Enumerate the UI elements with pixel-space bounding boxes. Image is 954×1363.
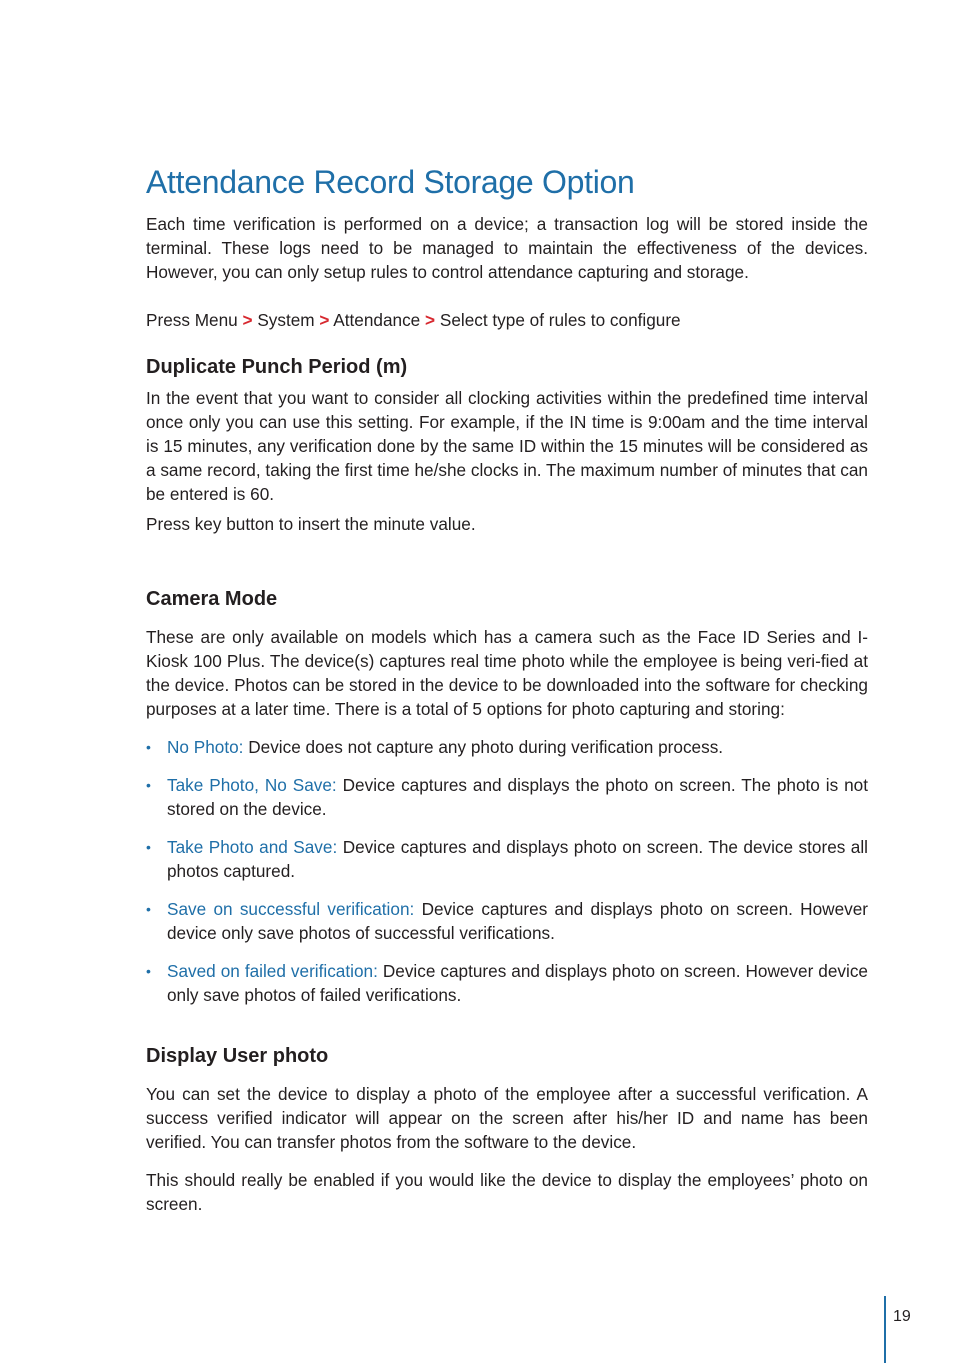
option-description: Device does not capture any photo during verification process.	[248, 737, 724, 757]
display-user-photo-body: You can set the device to display a photo of the employee after a successful verification. A success verified indicator will appear on the screen after his/her ID and name has been verified. You can transfer photos from the software to the device.	[146, 1084, 868, 1152]
page-title: Attendance Record Storage Option	[146, 164, 635, 200]
list-item	[146, 959, 868, 1007]
option-description: Device captures and displays photo on screen. The device stores all photos captured.	[167, 837, 868, 881]
list-item	[146, 773, 868, 821]
display-user-photo-heading: Display User photo	[146, 1045, 329, 1067]
duplicate-punch-body: In the event that you want to consider all clocking activities within the predefined time interval once only you can use this setting. For example, if the IN time is 9:00am and the time interval is 15 minutes, any verification done by the same ID within the 15 minutes will be considered as a same record, taking the first time he/she clocks in. The maximum number of minutes that can be entered is 60.	[146, 388, 868, 504]
option-name: Save on successful verification:	[167, 899, 415, 919]
bullet-icon: •	[146, 901, 151, 917]
menu-path-prefix: Press Menu	[146, 310, 238, 330]
bullet-icon: •	[146, 777, 151, 793]
menu-path-separator: >	[319, 310, 330, 330]
intro-paragraph: Each time verification is performed on a device; a transaction log will be stored inside the terminal. These logs need to be managed to maintain the effectiveness of the devices. However, you can only setup rules to control attendance capturing and storage.	[146, 214, 868, 282]
list-item	[146, 897, 868, 945]
camera-mode-body: These are only available on models which has a camera such as the Face ID Series and I-Kiosk 100 Plus. The device(s) captures real time photo while the employee is being veri-fied at the device. Photos can be stored in the device to be downloaded into the software for checking purposes at a later time. There is a total of 5 options for photo capturing and storing:	[146, 627, 868, 719]
menu-path	[146, 308, 868, 332]
option-description: Device captures and displays photo on screen. However device only save photos of failed verifications.	[167, 961, 868, 1005]
list-item	[146, 735, 868, 759]
duplicate-punch-note: Press key button to insert the minute value.	[146, 514, 476, 534]
menu-path-separator: >	[425, 310, 436, 330]
camera-options-list	[146, 735, 868, 1007]
bullet-icon: •	[146, 839, 151, 855]
display-user-photo-note: This should really be enabled if you would like the device to display the employees’ photo on screen.	[146, 1170, 868, 1214]
duplicate-punch-heading: Duplicate Punch Period (m)	[146, 356, 408, 378]
menu-path-separator: >	[242, 310, 253, 330]
page-number-divider	[884, 1296, 886, 1363]
option-description: Device captures and displays photo on screen. However device only save photos of successful verifications.	[167, 899, 868, 943]
option-description: Device captures and displays the photo on screen. The photo is not stored on the device.	[167, 775, 869, 819]
camera-mode-heading: Camera Mode	[146, 588, 278, 610]
option-name: Saved on failed verification:	[167, 961, 378, 981]
menu-path-step-select: Select type of rules to configure	[439, 310, 681, 330]
option-name: No Photo:	[167, 737, 244, 757]
page-content	[146, 160, 868, 1216]
option-name: Take Photo, No Save:	[167, 775, 337, 795]
bullet-icon: •	[146, 739, 151, 755]
bullet-icon: •	[146, 963, 151, 979]
menu-path-step-system: System	[257, 310, 315, 330]
option-name: Take Photo and Save:	[167, 837, 338, 857]
menu-path-step-attendance: Attendance	[333, 310, 421, 330]
list-item	[146, 835, 868, 883]
page-number: 19	[893, 1308, 911, 1325]
